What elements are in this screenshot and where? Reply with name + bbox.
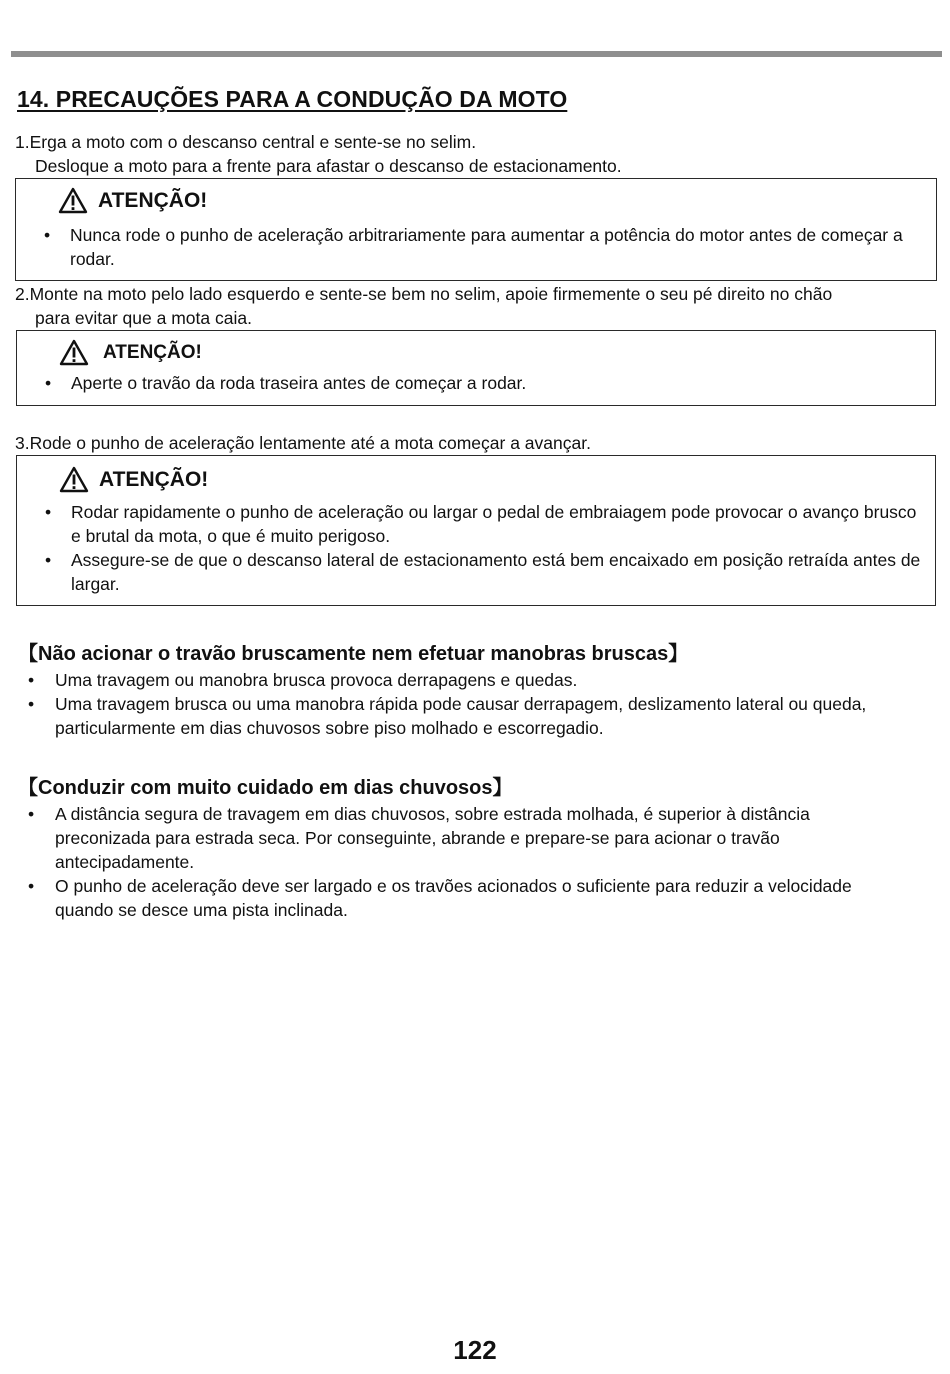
list-item	[44, 223, 924, 271]
warning-heading	[59, 466, 208, 493]
warning-box	[15, 178, 937, 281]
section-heading: 【Conduzir com muito cuidado em dias chuvosos】	[18, 777, 513, 799]
warning-triangle-icon	[59, 339, 89, 366]
bullet: •	[44, 225, 51, 245]
step-text: Monte na moto pelo lado esquerdo e sente-se bem no selim, apoie firmemente o seu pé direito no chão	[29, 284, 833, 304]
step-3	[15, 431, 935, 455]
step-number: 1.	[15, 132, 30, 152]
warning-heading	[58, 187, 207, 214]
step-text: Erga a moto com o descanso central e sente-se no selim.	[29, 132, 477, 152]
warning-triangle-icon	[58, 187, 88, 214]
bullet: •	[45, 550, 52, 570]
page-number: 122	[453, 1335, 497, 1365]
list-item-text: Assegure-se de que o descanso lateral de estacionamento está bem encaixado em posição retraída antes de largar.	[71, 550, 921, 594]
list-item-text: Uma travagem ou manobra brusca provoca derrapagens e quedas.	[55, 670, 578, 690]
warning-label: ATENÇÃO!	[103, 341, 202, 363]
list-item-text: Aperte o travão da roda traseira antes de começar a rodar.	[71, 373, 527, 393]
header-rule	[11, 51, 942, 57]
step-number: 2.	[15, 284, 30, 304]
warning-label: ATENÇÃO!	[99, 467, 209, 491]
bullet: •	[28, 876, 35, 896]
warning-label: ATENÇÃO!	[98, 188, 208, 212]
page-title: 14. PRECAUÇÕES PARA A CONDUÇÃO DA MOTO	[17, 86, 568, 112]
list-item	[45, 500, 925, 548]
step-2	[15, 282, 935, 330]
list-item-text: A distância segura de travagem em dias chuvosos, sobre estrada molhada, é superior à distância preconizada para estrada seca. Por conseguinte, abrande e prepare-se para acionar o travão antecipadamente.	[55, 804, 810, 872]
list-item-text: Rodar rapidamente o punho de aceleração ou largar o pedal de embraiagem pode provocar o avanço brusco e brutal da mota, o que é muito perigoso.	[71, 502, 917, 546]
list-item	[28, 874, 908, 922]
step-1	[15, 130, 935, 178]
bullet: •	[28, 804, 35, 824]
list-item-text: Uma travagem brusca ou uma manobra rápida pode causar derrapagem, deslizamento lateral ou queda, particularmente em dias chuvosos sobre piso molhado e escorregadio.	[55, 694, 867, 738]
step-text: Rode o punho de aceleração lentamente até a mota começar a avançar.	[29, 433, 591, 453]
bullet: •	[45, 502, 52, 522]
bullet: •	[28, 670, 35, 690]
step-text-continued: Desloque a moto para a frente para afastar o descanso de estacionamento.	[35, 156, 622, 176]
warning-box	[16, 455, 936, 606]
list-item	[28, 692, 908, 740]
list-item	[45, 371, 925, 395]
warning-heading	[59, 339, 202, 366]
warning-triangle-icon	[59, 466, 89, 493]
step-number: 3.	[15, 433, 30, 453]
warning-box	[16, 330, 936, 406]
list-item	[45, 548, 925, 596]
list-item	[28, 668, 908, 692]
list-item	[28, 802, 908, 874]
step-text-continued: para evitar que a mota caia.	[35, 308, 252, 328]
section-heading: 【Não acionar o travão bruscamente nem efetuar manobras bruscas】	[18, 643, 689, 665]
bullet: •	[28, 694, 35, 714]
list-item-text: O punho de aceleração deve ser largado e os travões acionados o suficiente para reduzir a velocidade quando se desce uma pista inclinada.	[55, 876, 852, 920]
list-item-text: Nunca rode o punho de aceleração arbitrariamente para aumentar a potência do motor antes de começar a rodar.	[70, 225, 903, 269]
bullet: •	[45, 373, 52, 393]
